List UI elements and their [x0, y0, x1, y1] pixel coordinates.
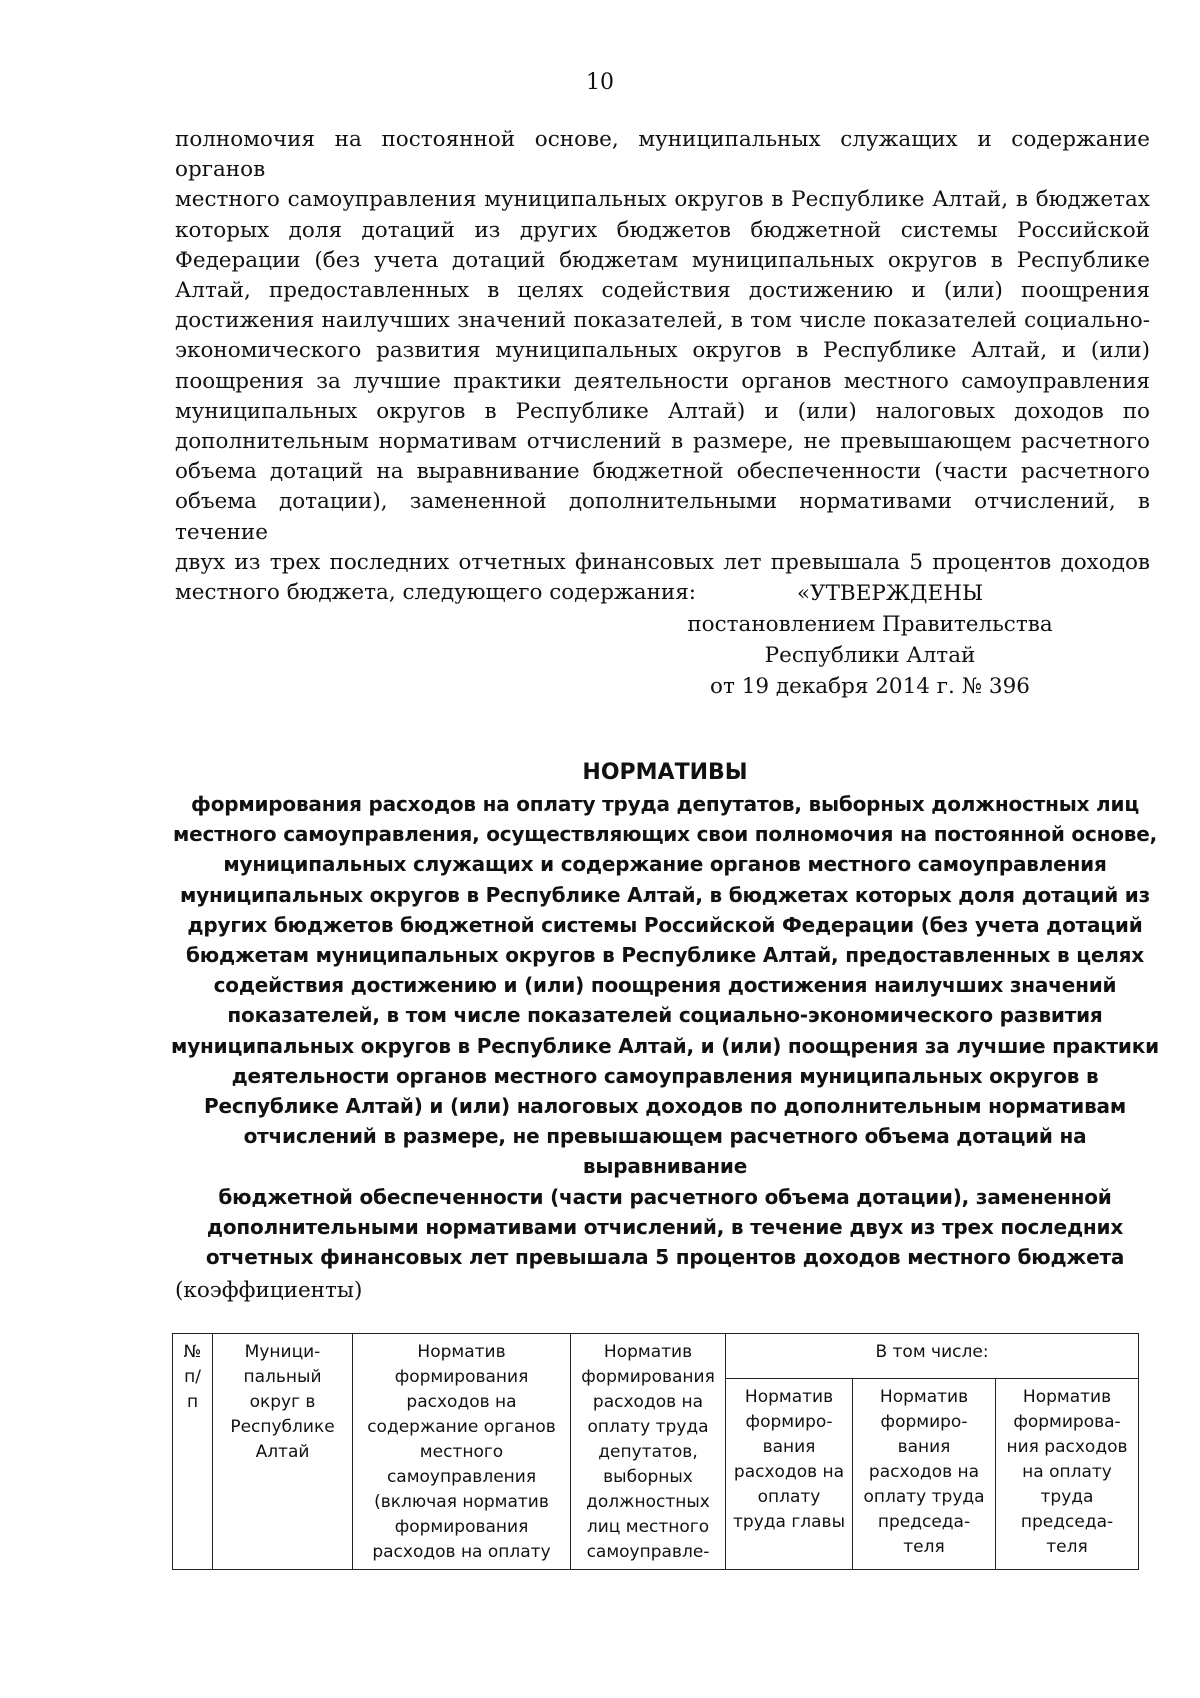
header-line: Муници- [244, 1342, 321, 1362]
subtitle-line: муниципальных округов в Республике Алтай, и (или) поощрения за лучшие практики [171, 1033, 1159, 1058]
header-line: оплату труда [863, 1487, 985, 1507]
header-line: расходов на [733, 1462, 845, 1482]
header-cell-norm-deputies [571, 1334, 726, 1570]
header-line: формиро- [745, 1412, 833, 1432]
header-line: председа- [877, 1512, 971, 1532]
header-line: Алтай [255, 1442, 310, 1462]
header-line: формирования [394, 1517, 529, 1537]
body-line: экономического развития муниципальных округов в Республике Алтай, и (или) [175, 338, 1150, 364]
subheader-cell-chair2 [996, 1379, 1139, 1570]
approval-line: постановлением Правительства [687, 612, 1053, 637]
body-line: дополнительным нормативам отчислений в размере, не превышающем расчетного [175, 429, 1150, 455]
body-paragraph [175, 125, 1150, 608]
title-subtitle [160, 789, 1170, 1272]
header-line: местного [419, 1442, 504, 1462]
body-line: поощрения за лучшие практики деятельности органов местного самоуправления [175, 368, 1150, 394]
subtitle-line: дополнительными нормативами отчислений, в течение двух из трех последних [206, 1214, 1124, 1239]
table-header-row [173, 1334, 1139, 1379]
subtitle-line: муниципальных округов в Республике Алтай, в бюджетах которых доля дотаций из [179, 882, 1151, 907]
body-line: объема дотаций на выравнивание бюджетной обеспеченности (части расчетного [175, 459, 1150, 485]
header-line: пальный [243, 1367, 322, 1387]
header-line: Норматив [603, 1342, 693, 1362]
header-line: Норматив [1022, 1387, 1112, 1407]
body-line: местного самоуправления муниципальных округов в Республике Алтай, в бюджетах [175, 187, 1150, 213]
approval-line: «УТВЕРЖДЕНЫ [796, 581, 984, 606]
header-line: № [183, 1342, 202, 1362]
body-line: муниципальных округов в Республике Алтай) и (или) налоговых доходов по [175, 398, 1150, 424]
subtitle-line: Республике Алтай) и (или) налоговых доходов по дополнительным нормативам [204, 1094, 1126, 1119]
subtitle-line: отчислений в размере, не превышающем расчетного объема дотаций на выравнивание [243, 1124, 1087, 1179]
header-line: формирования [581, 1367, 715, 1387]
subtitle-line: местного самоуправления, осуществляющих свои полномочия на постоянной основе, [172, 822, 1158, 847]
body-line: полномочия на постоянной основе, муниципальных служащих и содержание органов [175, 127, 1150, 183]
header-line: оплату труда [587, 1417, 709, 1437]
header-line: расходов на [868, 1462, 980, 1482]
header-line: труда [1040, 1487, 1094, 1507]
header-line: оплату [757, 1487, 821, 1507]
body-line: объема дотации), замененной дополнительными нормативами отчислений, в течение [175, 489, 1150, 545]
header-line: содержание органов [367, 1417, 556, 1437]
header-line: труда главы [733, 1512, 845, 1532]
body-line: достижения наилучших значений показателей, в том числе показателей социально- [175, 308, 1150, 334]
header-line: формирования [394, 1367, 529, 1387]
header-line: округ в [249, 1392, 316, 1412]
header-line: на оплату [1022, 1462, 1112, 1482]
body-line: местного бюджета, следующего содержания: [175, 580, 697, 606]
units-label: (коэффициенты) [175, 1278, 363, 1303]
header-cell-group: В том числе: [726, 1334, 1139, 1379]
subheader-cell-head [726, 1379, 853, 1570]
header-line: Норматив [744, 1387, 834, 1407]
document-title [160, 760, 1170, 1272]
header-line: Норматив [879, 1387, 969, 1407]
header-line: самоуправле- [586, 1542, 710, 1562]
title-heading: НОРМАТИВЫ [582, 760, 748, 785]
header-line: вания [762, 1437, 816, 1457]
body-line: которых доля дотаций из других бюджетов бюджетной системы Российской [175, 217, 1150, 243]
header-line: вания [897, 1437, 951, 1457]
header-line: расходов на [592, 1392, 704, 1412]
body-line: Федерации (без учета дотаций бюджетам муниципальных округов в Республике [175, 247, 1150, 273]
subtitle-line: формирования расходов на оплату труда депутатов, выборных должностных лиц [191, 792, 1139, 816]
subtitle-line: содействия достижению и (или) поощрения достижения наилучших значений [213, 973, 1117, 998]
header-line: (включая норматив [374, 1492, 549, 1512]
body-line: двух из трех последних отчетных финансовых лет превышала 5 процентов доходов [175, 549, 1150, 575]
header-line: Норматив [417, 1342, 506, 1362]
header-line: самоуправления [386, 1467, 537, 1487]
subtitle-line: отчетных финансовых лет превышала 5 процентов доходов местного бюджета [205, 1245, 1125, 1270]
subheader-cell-chair1 [853, 1379, 996, 1570]
subtitle-line: показателей, в том числе показателей социально-экономического развития [227, 1003, 1103, 1028]
header-line: п/ [184, 1367, 201, 1387]
header-line: теля [1046, 1537, 1088, 1557]
subtitle-line: других бюджетов бюджетной системы Российской Федерации (без учета дотаций [187, 912, 1143, 937]
subtitle-line: деятельности органов местного самоуправления муниципальных округов в [231, 1063, 1099, 1088]
header-line: расходов на оплату [372, 1542, 551, 1562]
header-line: формирова- [1013, 1412, 1121, 1432]
approval-line: от 19 декабря 2014 г. № 396 [710, 674, 1030, 699]
approval-stamp [650, 578, 1090, 702]
header-line: формиро- [880, 1412, 968, 1432]
header-line: председа- [1020, 1512, 1114, 1532]
norms-table [172, 1333, 1139, 1570]
subtitle-line: муниципальных служащих и содержание органов местного самоуправления [223, 852, 1107, 877]
header-line: депутатов, [598, 1442, 698, 1462]
approval-line: Республики Алтай [764, 643, 976, 668]
header-cell-norm-bodies [353, 1334, 571, 1570]
header-line: выборных [603, 1467, 693, 1487]
body-line: Алтай, предоставленных в целях содействия достижению и (или) поощрения [175, 278, 1150, 304]
header-line: должностных [586, 1492, 710, 1512]
header-line: Республике [230, 1417, 335, 1437]
header-cell-district [213, 1334, 353, 1570]
header-line: ния расходов [1006, 1437, 1128, 1457]
header-line: п [186, 1392, 199, 1412]
header-line: расходов на [406, 1392, 517, 1412]
header-cell-number [173, 1334, 213, 1570]
header-line: теля [903, 1537, 945, 1557]
subtitle-line: бюджетной обеспеченности (части расчетного объема дотации), замененной [218, 1184, 1112, 1209]
header-line: лиц местного [586, 1517, 710, 1537]
page-number: 10 [586, 70, 614, 95]
subtitle-line: бюджетам муниципальных округов в Республике Алтай, предоставленных в целях [186, 943, 1144, 968]
